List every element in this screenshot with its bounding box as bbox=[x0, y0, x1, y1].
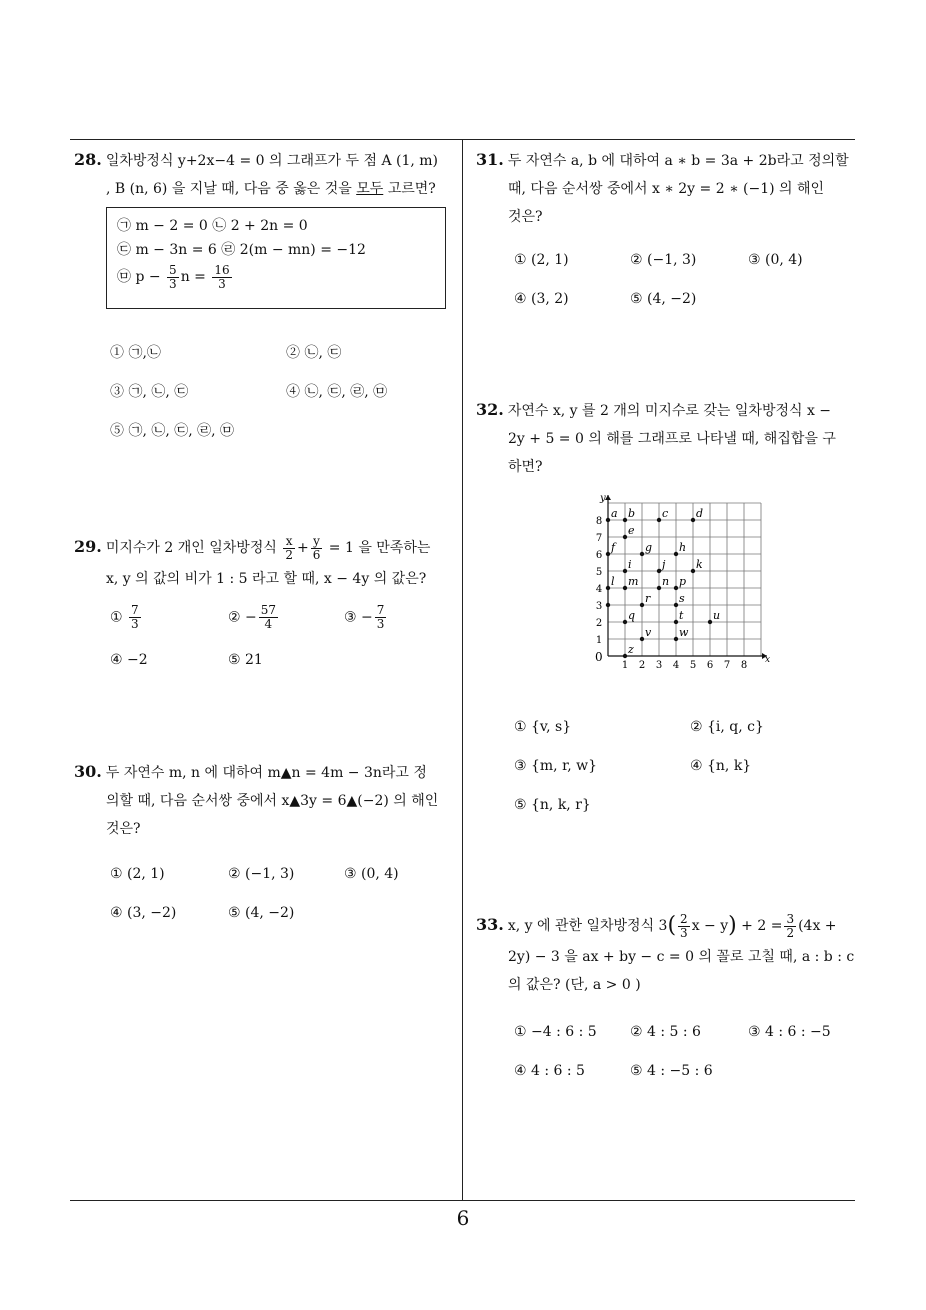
page-number: 6 bbox=[456, 1206, 470, 1230]
point-label: e bbox=[628, 524, 635, 537]
question-number: 31. bbox=[476, 150, 504, 169]
paren: ) bbox=[728, 913, 737, 938]
point-label: b bbox=[628, 507, 636, 520]
point-b bbox=[623, 518, 627, 522]
point-label: d bbox=[696, 507, 704, 520]
denominator: 3 bbox=[131, 617, 139, 631]
point-label: s bbox=[679, 592, 685, 605]
option-4[interactable]: ④ ㉡, ㉢, ㉣, ㉤ bbox=[286, 384, 388, 400]
question-text: 의할 때, 다음 순서쌍 중에서 x▲3y = 6▲(−2) 의 해인 bbox=[106, 793, 439, 809]
y-tick-label: 1 bbox=[595, 635, 603, 646]
option-label: ② − bbox=[228, 609, 257, 626]
question-number: 32. bbox=[476, 400, 504, 419]
point-z bbox=[623, 654, 627, 658]
question-number: 28. bbox=[74, 150, 102, 169]
question-text: (4x + bbox=[798, 918, 837, 934]
x-axis-label: x bbox=[765, 655, 771, 665]
question-text: 미지수가 2 개인 일차방정식 bbox=[105, 540, 277, 556]
point-f bbox=[606, 552, 610, 556]
point-i bbox=[623, 569, 627, 573]
option-5[interactable]: ⑤ ㉠, ㉡, ㉢, ㉣, ㉤ bbox=[110, 423, 235, 439]
y-tick-label: 8 bbox=[595, 516, 603, 527]
option-3[interactable]: ③ {m, r, w} bbox=[514, 758, 598, 774]
x-tick-label: 4 bbox=[672, 660, 680, 671]
point-e bbox=[623, 535, 627, 539]
points bbox=[606, 507, 720, 658]
point-p bbox=[674, 586, 678, 590]
question-number: 29. bbox=[74, 537, 102, 556]
option-5[interactable]: ⑤ (4, −2) bbox=[228, 905, 295, 921]
point-label: z bbox=[628, 643, 634, 656]
box-line-2: ㉢ m − 3n = 6 ㉣ 2(m − mn) = −12 bbox=[117, 242, 366, 258]
point-label: r bbox=[645, 592, 651, 605]
option-4[interactable]: ④ {n, k} bbox=[690, 758, 752, 774]
question-30 bbox=[74, 758, 460, 843]
question-31 bbox=[476, 146, 866, 231]
underlined-text: 모두 bbox=[356, 181, 384, 197]
point-q bbox=[623, 620, 627, 624]
question-text: x, y 에 관한 일차방정식 3 bbox=[507, 918, 668, 934]
x-tick-label: 2 bbox=[638, 660, 646, 671]
option-4[interactable]: ④ −2 bbox=[110, 652, 148, 668]
question-text: 두 자연수 m, n 에 대하여 m▲n = 4m − 3n라고 정 bbox=[105, 765, 427, 781]
fraction bbox=[311, 535, 323, 562]
option-5[interactable]: ⑤ 21 bbox=[228, 652, 263, 668]
option-1[interactable] bbox=[110, 604, 143, 631]
y-tick-label: 2 bbox=[595, 618, 603, 629]
numerator: 7 bbox=[376, 603, 385, 617]
option-1[interactable]: ① −4 : 6 : 5 bbox=[514, 1024, 597, 1040]
option-2[interactable]: ② (−1, 3) bbox=[228, 866, 295, 882]
option-2[interactable]: ② ㉡, ㉢ bbox=[286, 345, 342, 361]
denominator: 2 bbox=[285, 547, 293, 562]
question-text: , B (n, 6) 을 지날 때, 다음 중 옳은 것을 bbox=[106, 181, 357, 197]
numerator: y bbox=[311, 535, 323, 549]
question-text: 하면? bbox=[508, 459, 543, 475]
point-a bbox=[606, 518, 610, 522]
option-3[interactable] bbox=[344, 604, 388, 631]
numerator: 7 bbox=[131, 603, 139, 617]
denominator: 3 bbox=[169, 276, 177, 291]
x-tick-label: 3 bbox=[655, 660, 663, 671]
point-label: g bbox=[645, 541, 653, 554]
y-tick-label: 3 bbox=[595, 601, 603, 612]
point-k bbox=[691, 569, 695, 573]
y-tick-label: 6 bbox=[595, 550, 603, 561]
denominator: 3 bbox=[680, 925, 688, 940]
y-tick-label: 5 bbox=[595, 567, 603, 578]
numerator: 16 bbox=[214, 262, 230, 277]
question-28 bbox=[74, 146, 460, 203]
y-tick-label: 4 bbox=[595, 584, 603, 595]
question-text: x, y 의 값의 비가 1 : 5 라고 할 때, x − 4y 의 값은? bbox=[106, 571, 427, 587]
fraction bbox=[678, 913, 690, 940]
point-s bbox=[674, 603, 678, 607]
numerator: 2 bbox=[680, 911, 688, 926]
point-v bbox=[640, 637, 644, 641]
fraction bbox=[375, 604, 387, 631]
option-2[interactable] bbox=[228, 604, 280, 631]
denominator: 3 bbox=[218, 276, 226, 291]
point-n bbox=[657, 586, 661, 590]
question-text: x − y bbox=[691, 918, 729, 934]
point-label: i bbox=[628, 558, 632, 571]
point-w bbox=[674, 637, 678, 641]
question-text: 때, 다음 순서쌍 중에서 x ∗ 2y = 2 ∗ (−1) 의 해인 bbox=[508, 181, 825, 197]
question-number: 30. bbox=[74, 762, 102, 781]
point-label: m bbox=[628, 575, 639, 588]
point-label: f bbox=[611, 541, 616, 554]
denominator: 6 bbox=[312, 547, 321, 562]
point-c bbox=[657, 518, 661, 522]
point-l bbox=[606, 586, 610, 590]
point-unlabeled bbox=[606, 603, 610, 607]
point-label: j bbox=[662, 558, 666, 571]
point-j bbox=[657, 569, 661, 573]
option-2[interactable]: ② (−1, 3) bbox=[630, 252, 697, 268]
option-3[interactable]: ③ 4 : 6 : −5 bbox=[748, 1024, 831, 1040]
y-tick-label: 7 bbox=[595, 533, 603, 544]
point-u bbox=[708, 620, 712, 624]
x-tick-label: 5 bbox=[689, 660, 697, 671]
numerator: 5 bbox=[169, 262, 177, 277]
y-axis-arrow bbox=[605, 495, 611, 500]
denominator: 4 bbox=[264, 617, 273, 631]
question-text: + 2 = bbox=[741, 918, 783, 934]
point-label: v bbox=[645, 626, 652, 639]
box-line-3 bbox=[117, 262, 435, 292]
option-label: ③ − bbox=[344, 609, 373, 626]
tick-labels bbox=[596, 516, 747, 671]
option-1[interactable]: ① (2, 1) bbox=[514, 252, 569, 268]
paren: ( bbox=[667, 913, 677, 938]
point-r bbox=[640, 603, 644, 607]
point-label: t bbox=[679, 609, 684, 622]
point-h bbox=[674, 552, 678, 556]
question-text: 것은? bbox=[508, 209, 543, 225]
option-2[interactable]: ② 4 : 5 : 6 bbox=[630, 1024, 701, 1040]
option-5[interactable]: ⑤ (4, −2) bbox=[630, 291, 697, 307]
point-label: n bbox=[662, 575, 670, 588]
point-label: p bbox=[679, 575, 687, 588]
point-m bbox=[623, 586, 627, 590]
option-3[interactable]: ③ (0, 4) bbox=[748, 252, 803, 268]
box-text: n = bbox=[180, 269, 206, 285]
question-text: 고르면? bbox=[383, 181, 436, 197]
option-3[interactable]: ③ (0, 4) bbox=[344, 866, 399, 882]
question-text: 일차방정식 y+2x−4 = 0 의 그래프가 두 점 A (1, m) bbox=[105, 153, 439, 169]
y-axis-label: y bbox=[600, 493, 606, 504]
point-label: w bbox=[679, 626, 689, 639]
fraction bbox=[167, 264, 179, 291]
option-2[interactable]: ② {i, q, c} bbox=[690, 719, 764, 735]
option-1[interactable]: ① {v, s} bbox=[514, 719, 572, 735]
box-line-1: ㉠ m − 2 = 0 ㉡ 2 + 2n = 0 bbox=[117, 218, 308, 234]
x-tick-label: 1 bbox=[621, 660, 629, 671]
option-3[interactable]: ③ ㉠, ㉡, ㉢ bbox=[110, 384, 189, 400]
fraction bbox=[259, 604, 278, 631]
box-text: ㉤ p − bbox=[117, 269, 161, 285]
denominator: 3 bbox=[376, 617, 385, 631]
operator: + bbox=[296, 540, 309, 556]
option-4[interactable]: ④ 4 : 6 : 5 bbox=[514, 1063, 585, 1079]
column-divider bbox=[462, 139, 463, 1201]
point-label: q bbox=[628, 609, 636, 622]
point-label: u bbox=[713, 609, 721, 622]
question-text: 의 값은? (단, a > 0 ) bbox=[508, 977, 641, 993]
numerator: 57 bbox=[260, 603, 277, 617]
point-label: l bbox=[611, 575, 615, 588]
numerator: x bbox=[283, 535, 295, 549]
question-text: 것은? bbox=[106, 821, 141, 837]
option-1[interactable]: ① (2, 1) bbox=[110, 866, 165, 882]
fraction bbox=[283, 535, 295, 562]
fraction bbox=[212, 264, 231, 291]
numerator: 3 bbox=[786, 911, 795, 926]
x-tick-label: 6 bbox=[706, 660, 714, 671]
question-number: 33. bbox=[476, 915, 504, 934]
point-label: c bbox=[662, 507, 669, 520]
option-5[interactable]: ⑤ {n, k, r} bbox=[514, 797, 591, 813]
question-33 bbox=[476, 908, 866, 999]
option-4[interactable]: ④ (3, −2) bbox=[110, 905, 177, 921]
denominator: 2 bbox=[786, 925, 795, 940]
question-29 bbox=[74, 530, 460, 593]
coordinate-plot bbox=[585, 488, 785, 678]
question-text: = 1 을 만족하는 bbox=[328, 540, 431, 556]
question-text: 2y) − 3 을 ax + by − c = 0 의 꼴로 고칠 때, a : b : c bbox=[508, 949, 855, 965]
point-d bbox=[691, 518, 695, 522]
question-32 bbox=[476, 396, 866, 481]
fraction bbox=[129, 604, 141, 631]
origin-label: 0 bbox=[595, 650, 603, 664]
point-g bbox=[640, 552, 644, 556]
condition-box bbox=[106, 207, 446, 309]
question-text: 자연수 x, y 를 2 개의 미지수로 갖는 일차방정식 x − bbox=[507, 403, 832, 419]
point-label: k bbox=[696, 558, 703, 571]
option-1[interactable]: ① ㉠,㉡ bbox=[110, 345, 161, 361]
point-t bbox=[674, 620, 678, 624]
fraction bbox=[784, 913, 796, 940]
option-5[interactable]: ⑤ 4 : −5 : 6 bbox=[630, 1063, 713, 1079]
x-tick-label: 8 bbox=[740, 660, 748, 671]
point-label: h bbox=[679, 541, 687, 554]
option-label: ① bbox=[110, 609, 123, 626]
point-label: a bbox=[611, 507, 618, 520]
question-text: 두 자연수 a, b 에 대하여 a ∗ b = 3a + 2b라고 정의할 bbox=[507, 153, 849, 169]
option-4[interactable]: ④ (3, 2) bbox=[514, 291, 569, 307]
x-tick-label: 7 bbox=[723, 660, 731, 671]
question-text: 2y + 5 = 0 의 해를 그래프로 나타낼 때, 해집합을 구 bbox=[508, 431, 836, 447]
